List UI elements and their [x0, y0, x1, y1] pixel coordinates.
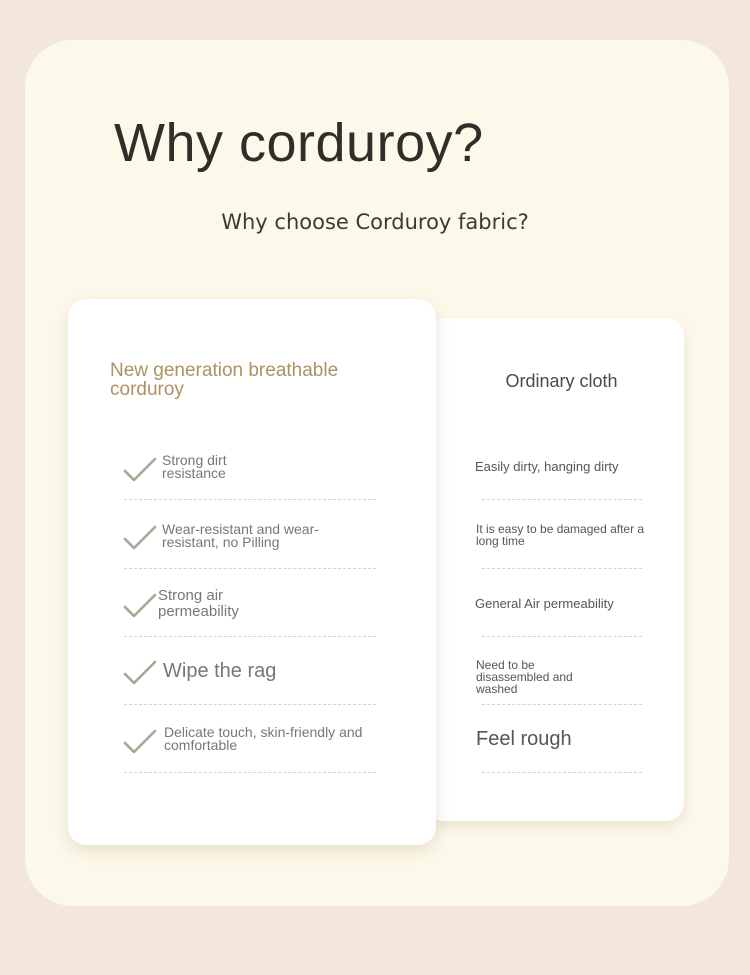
- divider: [124, 704, 376, 705]
- divider: [482, 704, 642, 705]
- corduroy-heading-line2: corduroy: [110, 379, 184, 400]
- page-title: Why corduroy?: [114, 113, 484, 173]
- corduroy-item-3: Strong air permeability: [158, 587, 239, 620]
- corduroy-item-2: Wear-resistant and wear- resistant, no Pilling: [162, 521, 319, 550]
- corduroy-heading-line1: New generation breathable: [110, 360, 339, 381]
- checkmark-icon: [123, 660, 157, 686]
- divider: [124, 772, 376, 773]
- divider: [124, 636, 376, 637]
- checkmark-icon: [123, 729, 157, 755]
- checkmark-icon: [123, 593, 157, 619]
- ordinary-item-1: Easily dirty, hanging dirty: [475, 459, 619, 474]
- corduroy-item-5: Delicate touch, skin-friendly and comfortable: [164, 724, 363, 753]
- ordinary-item-4: Need to be disassembled and washed: [476, 658, 573, 696]
- checkmark-icon: [123, 525, 157, 551]
- divider: [124, 499, 376, 500]
- corduroy-card-heading: [110, 361, 380, 399]
- divider: [482, 772, 642, 773]
- divider: [482, 568, 642, 569]
- corduroy-item-4: Wipe the rag: [163, 660, 277, 682]
- divider: [482, 636, 642, 637]
- ordinary-item-5: Feel rough: [476, 728, 572, 750]
- corduroy-item-1: Strong dirt resistance: [162, 452, 227, 481]
- divider: [124, 568, 376, 569]
- ordinary-item-2: It is easy to be damaged after a long time: [476, 522, 645, 548]
- page-subtitle: Why choose Corduroy fabric?: [221, 210, 529, 234]
- divider: [482, 499, 642, 500]
- ordinary-cloth-heading: Ordinary cloth: [505, 371, 618, 391]
- checkmark-icon: [123, 457, 157, 483]
- ordinary-item-3: General Air permeability: [475, 596, 614, 611]
